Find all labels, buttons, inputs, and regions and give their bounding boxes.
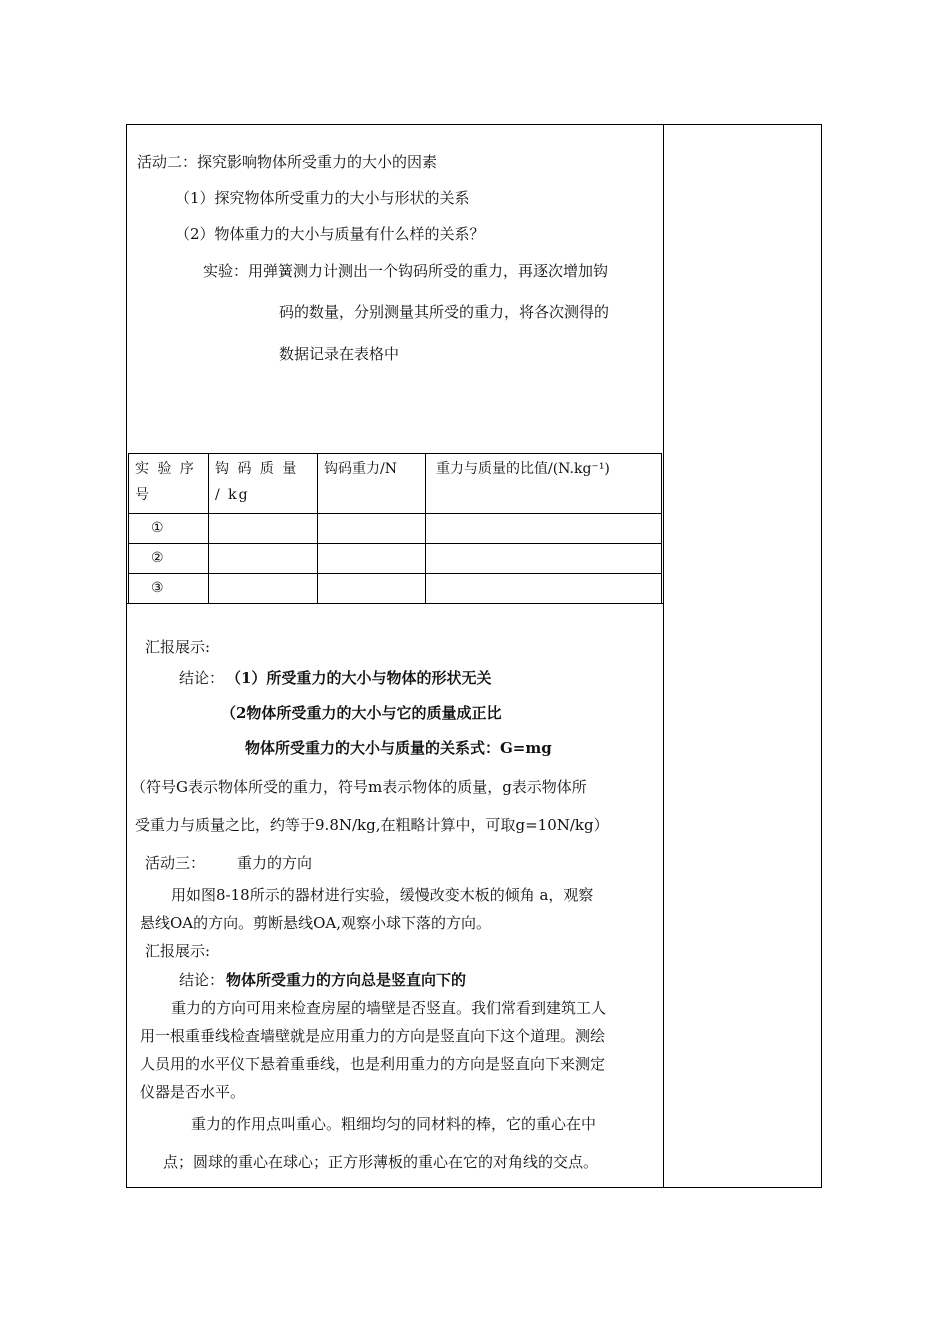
table-header-row: [129, 454, 662, 514]
header-weight: 钩码重力/N: [318, 454, 426, 514]
column-divider: [663, 125, 664, 1187]
header-trial-no: 实 验 序 号: [129, 454, 209, 514]
paragraph-1-line-2: 用一根重垂线检查墙壁就是应用重力的方向是竖直向下这个道理。测绘: [140, 1027, 606, 1045]
paragraph-2-line-2: 点；圆球的重心在球心；正方形薄板的重心在它的对角线的交点。: [163, 1153, 599, 1171]
activity3-subtitle: 重力的方向: [237, 854, 313, 872]
cell-weight: [318, 544, 426, 574]
cell-mass: [209, 574, 318, 604]
activity3-desc-line-1: 用如图8-18所示的器材进行实验，缓慢改变木板的倾角 a，观察: [171, 886, 594, 904]
conclusion-1a: （1）所受重力的大小与物体的形状无关: [226, 669, 492, 687]
data-table: [128, 453, 662, 604]
symbol-note-line-2: 受重力与质量之比，约等于9.8N/kg,在粗略计算中，可取g=10N/kg）: [135, 816, 609, 834]
question-2: （2）物体重力的大小与质量有什么样的关系？: [175, 225, 485, 243]
paragraph-1-line-1: 重力的方向可用来检查房屋的墙壁是否竖直。我们常看到建筑工人: [171, 999, 607, 1017]
report-label-1: 汇报展示:: [145, 638, 211, 656]
activity2-title: 活动二：探究影响物体所受重力的大小的因素: [137, 153, 438, 171]
symbol-note-line-1: （符号G表示物体所受的重力，符号m表示物体的质量，g表示物体所: [131, 778, 587, 796]
activity3-desc-line-2: 悬线OA的方向。剪断悬线OA,观察小球下落的方向。: [140, 914, 492, 932]
experiment-line-1: 实验：用弹簧测力计测出一个钩码所受的重力，再逐次增加钩: [203, 262, 609, 280]
cell-weight: [318, 514, 426, 544]
cell-mass: [209, 544, 318, 574]
table-row: [129, 514, 662, 544]
section-separator: [127, 603, 663, 604]
conclusion-2-prefix: 结论：: [179, 971, 225, 989]
row-number: ③: [129, 574, 209, 604]
cell-weight: [318, 574, 426, 604]
cell-ratio: [426, 574, 662, 604]
conclusion-1-prefix: 结论：: [179, 669, 225, 687]
paragraph-2-line-1: 重力的作用点叫重心。粗细均匀的同材料的棒，它的重心在中: [191, 1115, 597, 1133]
header-mass: 钩 码 质 量 / kg: [209, 454, 318, 514]
question-1: （1）探究物体所受重力的大小与形状的关系: [175, 189, 470, 207]
cell-mass: [209, 514, 318, 544]
activity3-title: 活动三：: [145, 854, 206, 872]
row-number: ②: [129, 544, 209, 574]
table-row: [129, 544, 662, 574]
weight-formula: 物体所受重力的大小与质量的关系式：G=mg: [245, 739, 552, 757]
table-row: [129, 574, 662, 604]
header-ratio: 重力与质量的比值/(N.kg⁻¹): [426, 454, 662, 514]
report-label-2: 汇报展示:: [145, 942, 211, 960]
conclusion-2: 物体所受重力的方向总是竖直向下的: [226, 971, 467, 989]
conclusion-1b: （2物体所受重力的大小与它的质量成正比: [221, 704, 502, 722]
paragraph-1-line-4: 仪器是否水平。: [140, 1083, 246, 1101]
cell-ratio: [426, 544, 662, 574]
lesson-plan-frame: [126, 124, 822, 1188]
row-number: ①: [129, 514, 209, 544]
paragraph-1-line-3: 人员用的水平仪下悬着重垂线，也是利用重力的方向是竖直向下来测定: [140, 1055, 606, 1073]
experiment-line-3: 数据记录在表格中: [279, 345, 400, 363]
cell-ratio: [426, 514, 662, 544]
experiment-line-2: 码的数量，分别测量其所受的重力，将各次测得的: [279, 303, 610, 321]
